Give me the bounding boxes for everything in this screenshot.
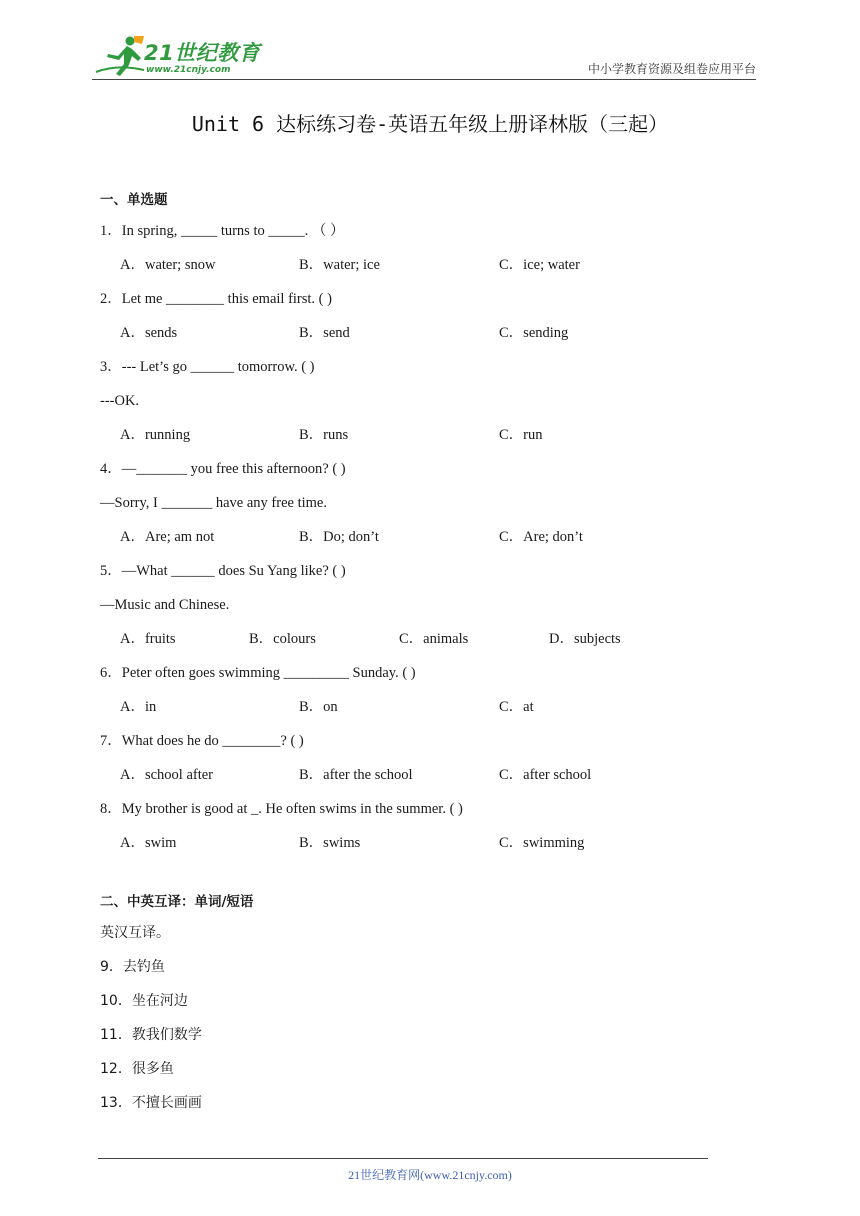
answer-option[interactable]: A．school after [120, 767, 214, 783]
answer-options [100, 248, 740, 282]
answer-option[interactable]: C．Are; don’t [499, 529, 583, 545]
answer-options [100, 316, 740, 350]
question-dialogue-line: —Music and Chinese. [100, 597, 230, 613]
answer-option[interactable]: B．on [299, 699, 338, 715]
footer-divider [98, 1158, 708, 1159]
translation-item: 10．坐在河边 [100, 993, 188, 1009]
question-item [100, 214, 740, 282]
answer-option[interactable]: C．sending [499, 325, 569, 341]
answer-options [100, 520, 740, 554]
page-title: Unit 6 达标练习卷-英语五年级上册译林版（三起） [191, 112, 669, 136]
answer-option[interactable]: A．sends [120, 325, 178, 341]
translation-item: 12．很多鱼 [100, 1061, 174, 1077]
question-dialogue-line: —Sorry, I _______ have any free time. [100, 495, 327, 511]
question-list [100, 214, 740, 860]
answer-option[interactable]: C．at [499, 699, 534, 715]
translation-list [100, 950, 740, 1120]
question-dialogue-line: ---OK. [100, 393, 140, 409]
answer-options [100, 826, 740, 860]
answer-option[interactable]: B．Do; don’t [299, 529, 379, 545]
question-item [100, 724, 740, 792]
answer-option[interactable]: C．ice; water [499, 257, 580, 273]
answer-option[interactable]: C．swimming [499, 835, 585, 851]
answer-option[interactable]: D．subjects [549, 631, 621, 647]
logo-url: www.21cnjy.com [146, 65, 231, 75]
platform-name: 中小学教育资源及组卷应用平台 [587, 62, 756, 76]
translation-item: 11．教我们数学 [100, 1027, 202, 1043]
answer-option[interactable]: B．water; ice [299, 257, 380, 273]
question-item [100, 350, 740, 452]
question-stem: 2．Let me ________ this email first. ( ) [100, 291, 332, 307]
question-item [100, 554, 740, 656]
section-gap [100, 860, 740, 888]
answer-options [100, 622, 740, 656]
question-stem: 5．—What ______ does Su Yang like? ( ) [100, 563, 346, 579]
question-stem: 1．In spring, _____ turns to _____. （ ） [100, 223, 345, 239]
answer-option[interactable]: C．after school [499, 767, 592, 783]
translation-item: 13．不擅长画画 [100, 1095, 202, 1111]
answer-option[interactable]: B．runs [299, 427, 349, 443]
answer-options [100, 690, 740, 724]
page-footer: 21世纪教育网(www.21cnjy.com) [348, 1168, 512, 1182]
answer-option[interactable]: C．run [499, 427, 543, 443]
answer-option[interactable]: A．Are; am not [120, 529, 215, 545]
answer-options [100, 418, 740, 452]
page-header [92, 30, 756, 80]
answer-option[interactable]: A．fruits [120, 631, 176, 647]
answer-option[interactable]: B．send [299, 325, 350, 341]
header-divider [92, 79, 756, 80]
answer-option[interactable]: A．in [120, 699, 157, 715]
logo-text: 21世纪教育 [144, 41, 261, 65]
answer-option[interactable]: A．water; snow [120, 257, 216, 273]
translation-item: 9．去钓鱼 [100, 959, 165, 975]
translation-instruction: 英汉互译。 [100, 925, 170, 941]
question-stem: 6．Peter often goes swimming _________ Sunday. ( ) [100, 665, 416, 681]
site-logo [94, 34, 264, 78]
question-stem: 7．What does he do ________? ( ) [100, 733, 304, 749]
question-item [100, 282, 740, 350]
question-item [100, 452, 740, 554]
answer-option[interactable]: A．swim [120, 835, 177, 851]
answer-option[interactable]: A．running [120, 427, 191, 443]
answer-option[interactable]: B．colours [249, 631, 316, 647]
answer-options [100, 758, 740, 792]
answer-option[interactable]: B．swims [299, 835, 361, 851]
question-stem: 8．My brother is good at _. He often swims in the summer. ( ) [100, 801, 463, 817]
answer-option[interactable]: B．after the school [299, 767, 413, 783]
runner-logo-icon [94, 34, 146, 78]
question-item [100, 792, 740, 860]
question-stem: 4．—_______ you free this afternoon? ( ) [100, 461, 346, 477]
section-heading-single-choice: 一、单选题 [100, 192, 168, 208]
section-heading-translation: 二、中英互译：单词/短语 [100, 894, 254, 910]
answer-option[interactable]: C．animals [399, 631, 469, 647]
question-item [100, 656, 740, 724]
question-stem: 3．--- Let’s go ______ tomorrow. ( ) [100, 359, 315, 375]
exam-content [100, 186, 740, 1120]
